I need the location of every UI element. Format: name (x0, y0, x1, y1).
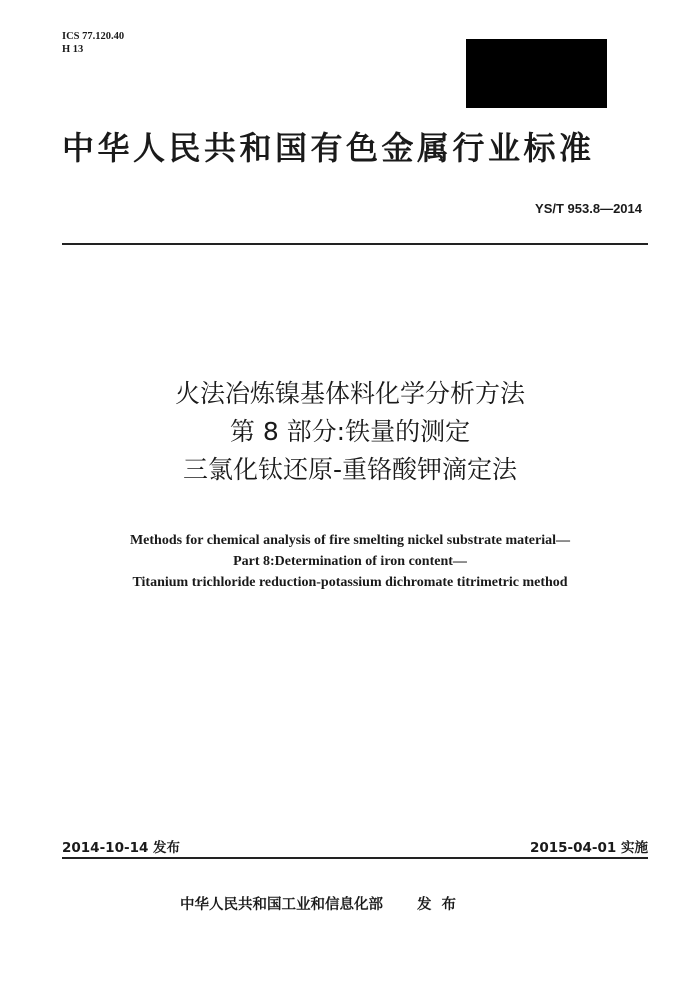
issuer-line (180, 893, 466, 914)
english-title-line-1: Methods for chemical analysis of fire smelting nickel substrate material— (129, 533, 571, 548)
ics-code: ICS 77.120.40 (62, 31, 125, 42)
ccs-code: H 13 (62, 44, 84, 55)
implementation-date: 2015-04-01 实施 (529, 840, 648, 856)
top-divider (62, 243, 648, 245)
english-title-line-3: Titanium trichloride reduction-potassium dichromate titrimetric method (132, 575, 568, 590)
english-title (0, 530, 700, 593)
chinese-title-line-1: 火法冶炼镍基体料化学分析方法 (174, 379, 525, 408)
chinese-title (0, 375, 700, 489)
standard-number: YS/T 953.8—2014 (535, 201, 642, 216)
english-title-line-2: Part 8:Determination of iron content— (233, 554, 467, 569)
redacted-block (466, 39, 607, 108)
issuer-name: 中华人民共和国工业和信息化部 (180, 897, 383, 913)
classification-codes (62, 30, 124, 56)
release-label: 发布 (417, 897, 466, 913)
chinese-title-line-2: 第 8 部分:铁量的测定 (229, 417, 471, 446)
bottom-divider (62, 857, 648, 859)
organization-title: 中华人民共和国有色金属行业标准 (62, 129, 595, 167)
issue-date: 2014-10-14 发布 (62, 840, 181, 856)
chinese-title-line-3: 三氯化钛还原-重铬酸钾滴定法 (182, 455, 518, 484)
